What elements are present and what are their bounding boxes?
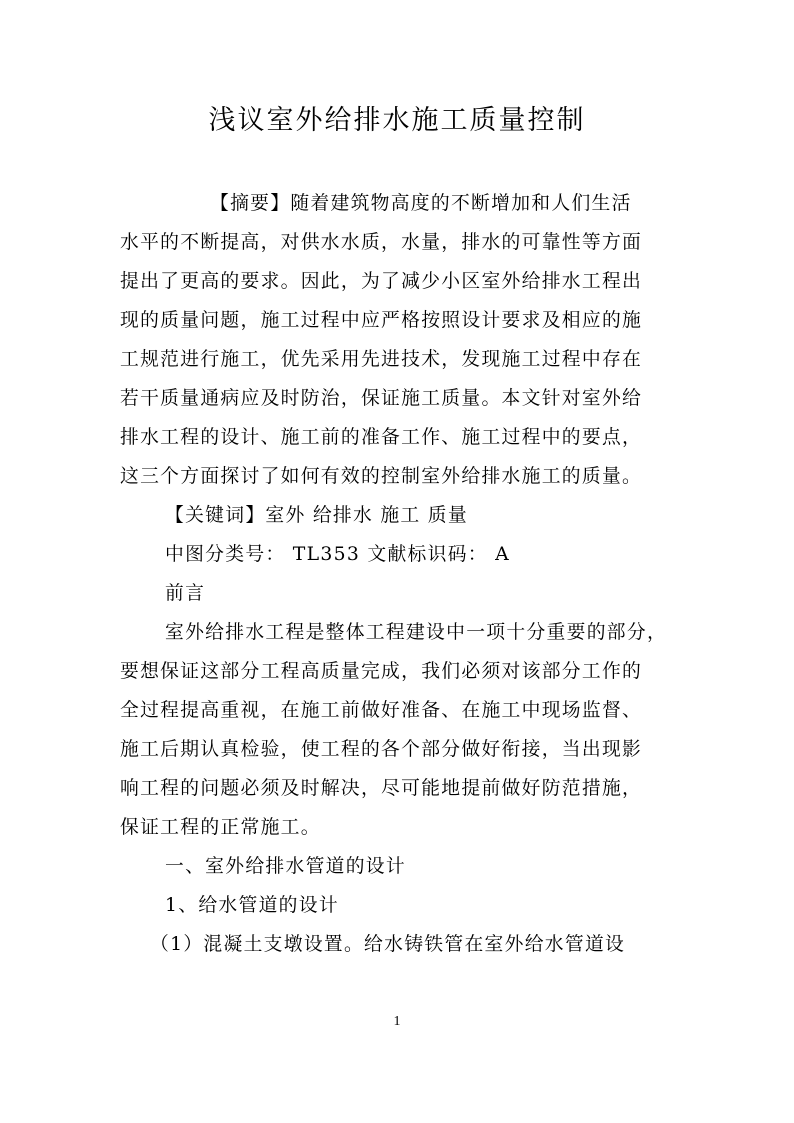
paragraph-line: 响工程的问题必须及时解决，尽可能地提前做好防范措施， (120, 778, 643, 799)
document-body (120, 184, 680, 964)
keywords-line: 【关键词】室外 给排水 施工 质量 (165, 505, 468, 526)
subsection-heading-1-1: 1、给水管道的设计 (165, 895, 339, 916)
paragraph-line: 室外给排水工程是整体工程建设中一项十分重要的部分， (165, 622, 668, 643)
abstract-line: 若干质量通病应及时防治，保证施工质量。本文针对室外给 (120, 388, 643, 409)
paragraph-line: 全过程提高重视，在施工前做好准备、在施工中现场监督、 (120, 700, 643, 721)
abstract-line: 提出了更高的要求。因此，为了减少小区室外给排水工程出 (120, 271, 643, 292)
abstract-line: 这三个方面探讨了如何有效的控制室外给排水施工的质量。 (120, 466, 643, 487)
paragraph-line: （1）混凝土支墩设置。给水铸铁管在室外给水管道设 (150, 934, 626, 955)
abstract-line: 排水工程的设计、施工前的准备工作、施工过程中的要点， (120, 427, 643, 448)
section-heading-preface: 前言 (165, 583, 206, 604)
paragraph-line: 施工后期认真检验，使工程的各个部分做好衔接，当出现影 (120, 739, 643, 760)
classification-line: 中图分类号： TL353 文献标识码： A (165, 544, 510, 565)
paragraph-line: 保证工程的正常施工。 (120, 817, 321, 838)
abstract-line: 现的质量问题，施工过程中应严格按照设计要求及相应的施 (120, 310, 643, 331)
abstract-line: 【摘要】随着建筑物高度的不断增加和人们生活 (210, 193, 632, 214)
abstract-line: 工规范进行施工，优先采用先进技术，发现施工过程中存在 (120, 349, 643, 370)
paragraph-line: 要想保证这部分工程高质量完成，我们必须对该部分工作的 (120, 661, 643, 682)
abstract-line: 水平的不断提高，对供水水质，水量，排水的可靠性等方面 (120, 232, 643, 253)
page-number: 1 (393, 1014, 401, 1029)
section-heading-1: 一、室外给排水管道的设计 (165, 856, 406, 877)
document-title: 浅议室外给排水施工质量控制 (208, 105, 586, 136)
